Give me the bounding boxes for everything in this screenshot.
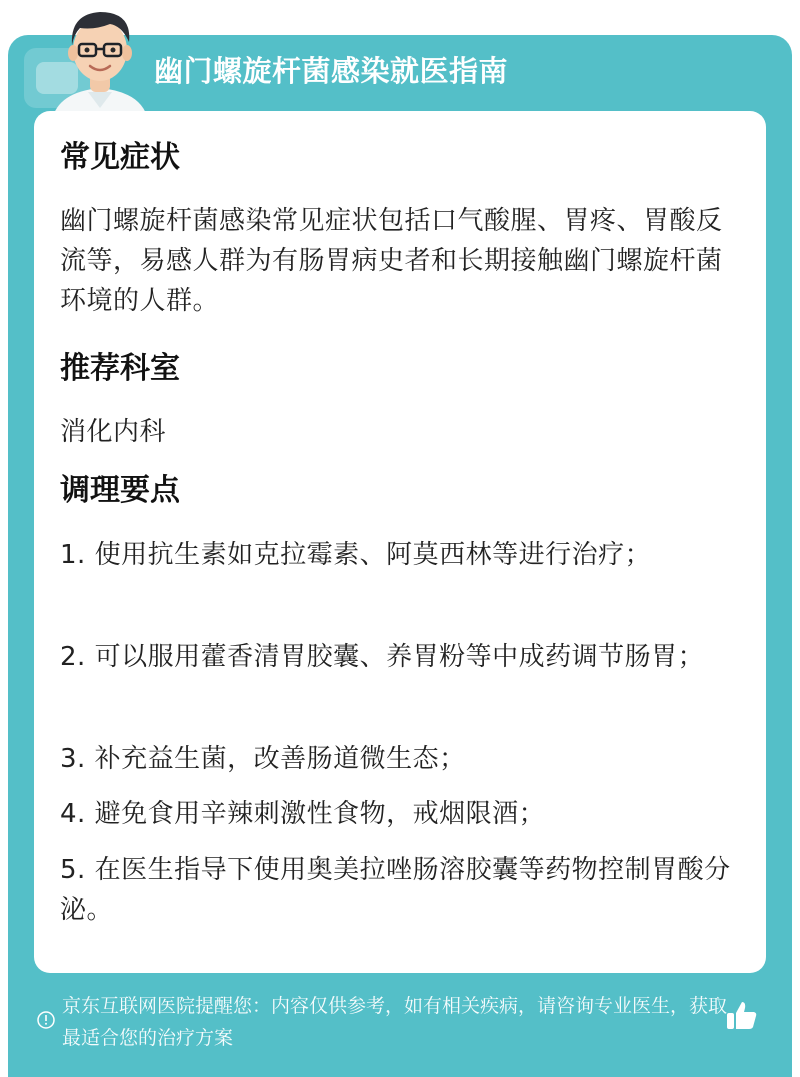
symptoms-heading: 常见症状 [60, 140, 180, 175]
care-item: 1. 使用抗生素如克拉霉素、阿莫西林等进行治疗； [60, 540, 652, 570]
info-icon [37, 1011, 55, 1029]
symptoms-text: 幽门螺旋杆菌感染常见症状包括口气酸腥、胃疼、胃酸反流等，易感人群为有肠胃病史者和长期接触幽门螺旋杆菌环境的人群。 [60, 206, 723, 316]
care-item: 4. 避免食用辛辣刺激性食物，戒烟限酒； [60, 799, 546, 829]
doctor-avatar [40, 0, 160, 120]
care-item: 5. 在医生指导下使用奥美拉唑肠溶胶囊等药物控制胃酸分泌。 [60, 855, 731, 925]
department-heading: 推荐科室 [60, 351, 180, 386]
page-title: 幽门螺旋杆菌感染就医指南 [154, 54, 509, 88]
care-heading: 调理要点 [60, 473, 180, 508]
care-item: 3. 补充益生菌，改善肠道微生态； [60, 744, 466, 774]
footer-notice: 京东互联网医院提醒您：内容仅供参考，如有相关疾病，请咨询专业医生，获取最适合您的治疗方案 [62, 995, 728, 1049]
care-item: 2. 可以服用藿香清胃胶囊、养胃粉等中成药调节肠胃； [60, 642, 705, 672]
department-text: 消化内科 [60, 417, 167, 447]
thumbs-up-icon[interactable] [724, 998, 760, 1034]
